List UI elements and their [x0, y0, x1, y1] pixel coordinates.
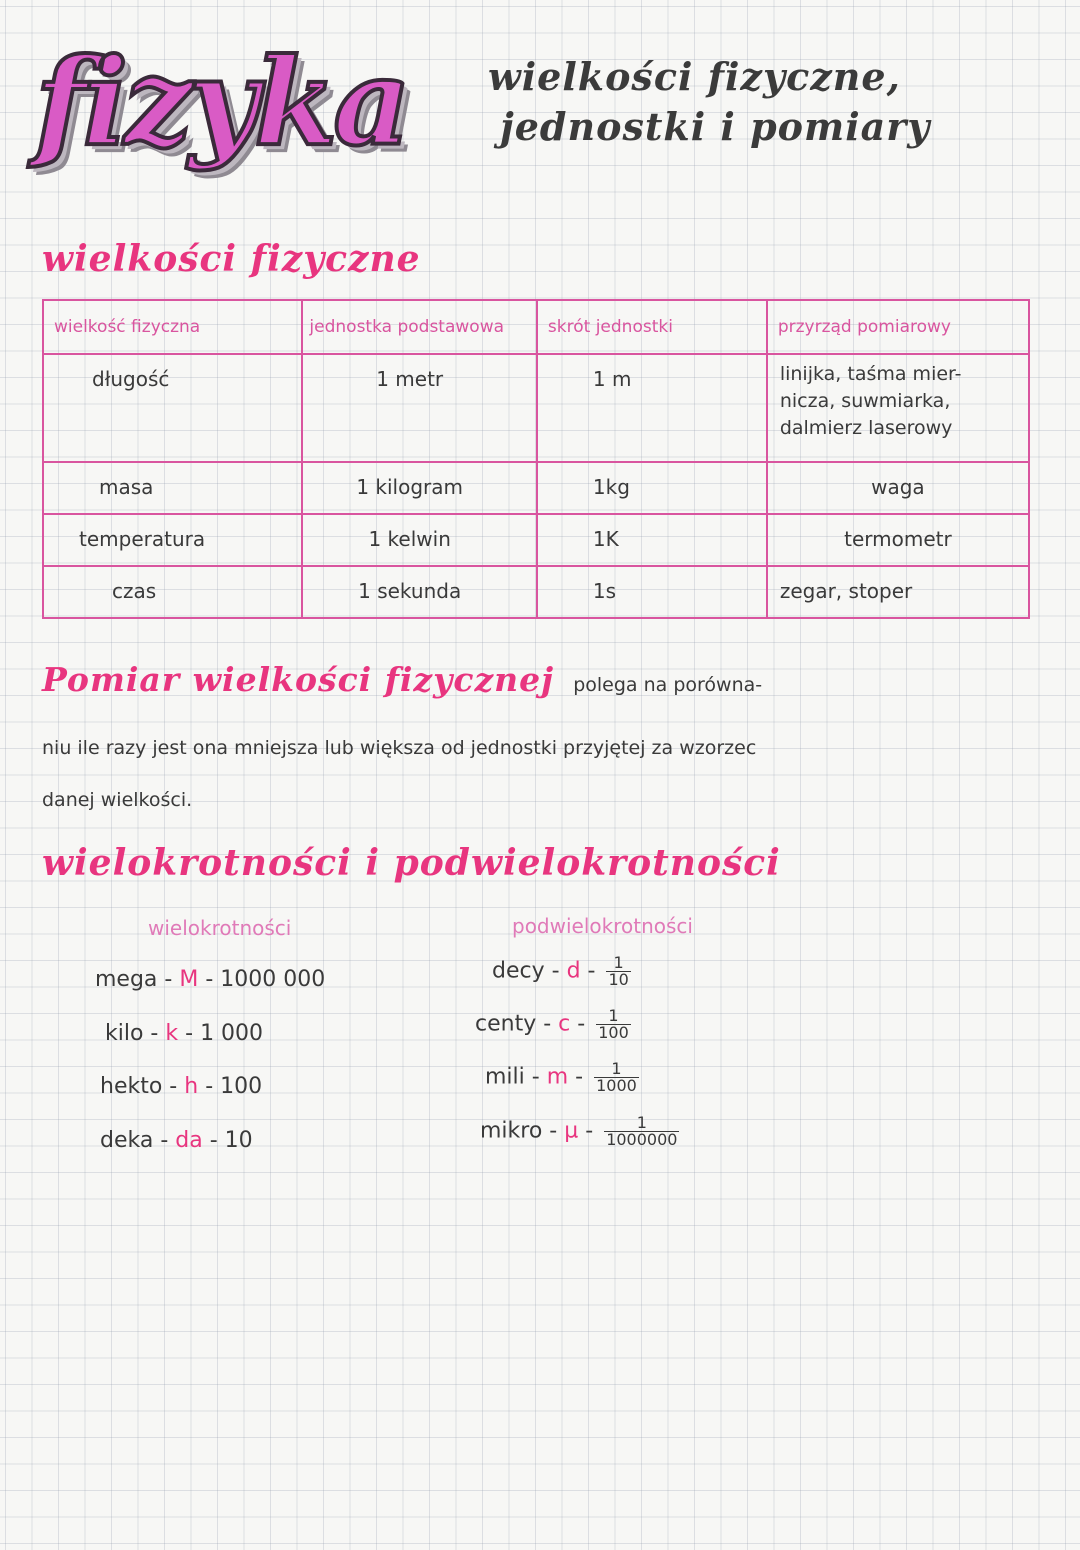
submultiple-item: mikro - µ - $\frac{1}{1000000}$: [480, 1113, 678, 1149]
prefix-name: centy: [475, 1011, 537, 1037]
prefix-symbol: k: [165, 1021, 179, 1046]
logo-text: fizyka: [35, 32, 407, 173]
submultiples-heading: podwielokrotności: [512, 914, 693, 938]
fraction-numerator: 1: [594, 1061, 639, 1078]
section-title-prefixes: wielokrotności i podwielokrotności: [42, 842, 781, 884]
multiple-item: hekto - h - 100: [100, 1074, 263, 1099]
prefix-fraction: [606, 955, 630, 988]
cell-text: 1kg: [592, 475, 630, 499]
submultiple-item: centy - c - $\frac{1}{100}$: [475, 1006, 629, 1042]
header-cell-quantity: wielkość fizyczna: [43, 300, 302, 354]
quantities-table: [42, 299, 1030, 619]
cell-text: 1s: [592, 579, 617, 603]
definition-paragraph: [42, 722, 1032, 826]
cell-text: masa: [99, 475, 154, 499]
table-cell: [537, 566, 767, 618]
table-row: [43, 566, 1029, 618]
page-subtitle: [488, 52, 1008, 152]
header-cell-unit-abbrev: skrót jednostki: [537, 300, 767, 354]
cell-text: 1K: [592, 527, 619, 551]
table-cell: [43, 354, 302, 462]
cell-text: termometr: [844, 527, 952, 551]
prefix-name: mega: [95, 967, 158, 992]
prefix-value: 100: [220, 1074, 263, 1099]
cell-text: waga: [871, 475, 925, 499]
submultiple-item: decy - d - $\frac{1}{10}$: [492, 953, 629, 989]
prefix-symbol: d: [566, 958, 581, 984]
cell-text: długość: [92, 367, 170, 391]
prefix-name: mikro: [480, 1118, 543, 1144]
prefix-fraction: [596, 1008, 631, 1041]
prefix-symbol: da: [175, 1128, 203, 1153]
prefix-name: mili: [485, 1064, 525, 1090]
fraction-denominator: 1000: [596, 1076, 637, 1095]
table-cell: [302, 354, 537, 462]
table-cell: [767, 354, 1029, 462]
table-header-row: [43, 300, 1029, 354]
table-cell: [767, 514, 1029, 566]
multiples-heading: wielokrotności: [148, 916, 292, 940]
table-cell: [537, 462, 767, 514]
multiple-item: deka - da - 10: [100, 1128, 253, 1153]
cell-text: temperatura: [79, 527, 206, 551]
table-row: [43, 514, 1029, 566]
prefix-value: 10: [224, 1128, 253, 1153]
table-cell: [537, 354, 767, 462]
prefix-name: decy: [492, 958, 545, 984]
prefix-fraction: [604, 1115, 679, 1148]
table-cell: [767, 566, 1029, 618]
prefix-symbol: h: [184, 1074, 199, 1099]
cell-text: czas: [112, 579, 157, 603]
fraction-numerator: 1: [606, 955, 630, 972]
cell-text: 1 sekunda: [358, 579, 462, 603]
table-cell: [537, 514, 767, 566]
multiple-item: kilo - k - 1 000: [105, 1021, 264, 1046]
prefix-symbol: µ: [564, 1118, 579, 1144]
cell-text: 1 kelwin: [368, 527, 451, 551]
fraction-numerator: 1: [596, 1008, 631, 1025]
table-cell: [767, 462, 1029, 514]
definition-line-2: niu ile razy jest ona mniejsza lub większa od jednostki przyjętej za wzorzec: [42, 737, 757, 759]
table-cell: [302, 566, 537, 618]
cell-text: 1 kilogram: [356, 475, 463, 499]
prefix-name: kilo: [105, 1021, 144, 1046]
fraction-denominator: 1000000: [606, 1130, 678, 1149]
section-title-quantities: wielkości fizyczne: [42, 238, 421, 280]
prefix-value: 1 000: [200, 1021, 264, 1046]
header-cell-base-unit: jednostka podstawowa: [302, 300, 537, 354]
prefix-fraction: [594, 1061, 639, 1094]
table-cell: [43, 566, 302, 618]
fraction-denominator: 100: [598, 1023, 629, 1042]
table-cell: [302, 514, 537, 566]
prefix-value: 1000 000: [220, 967, 326, 992]
table-cell: [302, 462, 537, 514]
table-row: [43, 462, 1029, 514]
multiple-item: mega - M - 1000 000: [95, 967, 326, 992]
submultiple-item: mili - m - $\frac{1}{1000}$: [485, 1059, 637, 1095]
cell-text: zegar, stoper: [779, 579, 913, 603]
table-row: [43, 354, 1029, 462]
table-cell: [43, 514, 302, 566]
prefix-symbol: c: [558, 1011, 571, 1037]
measurement-definition: [42, 660, 762, 699]
subtitle-line-2: jednostki i pomiary: [500, 104, 931, 149]
prefix-name: hekto: [100, 1074, 163, 1099]
fraction-denominator: 10: [608, 970, 629, 989]
header-cell-instrument: przyrząd pomiarowy: [767, 300, 1029, 354]
definition-line-3: danej wielkości.: [42, 789, 193, 811]
subtitle-line-1: wielkości fizyczne,: [488, 54, 901, 99]
prefix-name: deka: [100, 1128, 154, 1153]
cell-text: 1 metr: [376, 367, 444, 391]
table-cell: [43, 462, 302, 514]
definition-text-inline: polega na porówna-: [573, 674, 763, 696]
prefix-symbol: M: [179, 967, 199, 992]
fraction-numerator: 1: [604, 1115, 679, 1132]
section-title-measurement: Pomiar wielkości fizycznej: [42, 660, 555, 699]
cell-text: linijka, taśma mier- nicza, suwmiarka, dalmierz laserowy: [779, 363, 962, 439]
logo: [35, 28, 450, 183]
prefix-symbol: m: [546, 1064, 569, 1090]
cell-text: 1 m: [592, 367, 632, 391]
